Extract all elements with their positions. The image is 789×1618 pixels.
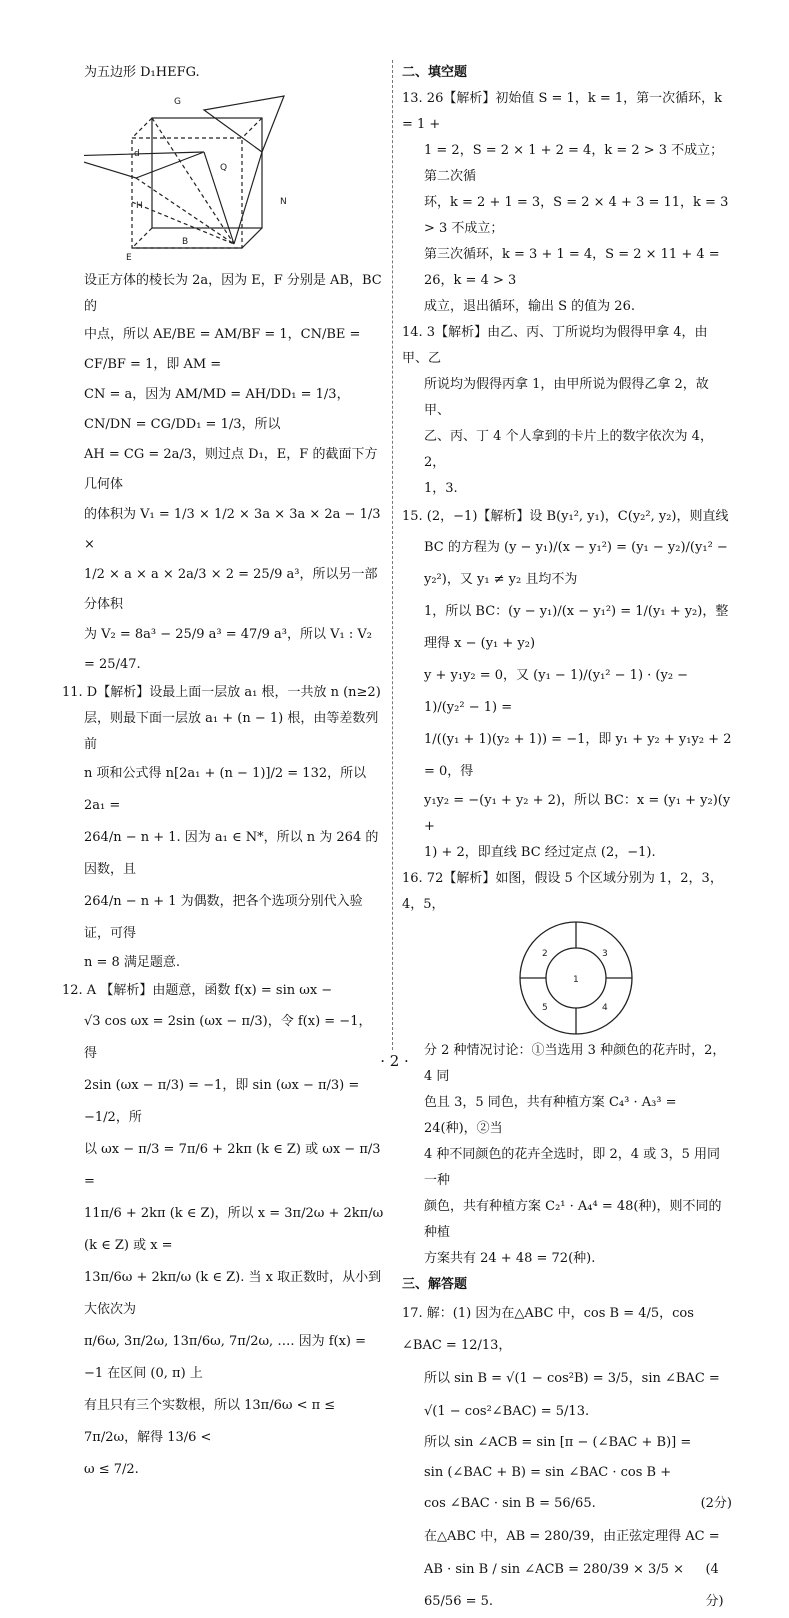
- q11-line: n = 8 满足题意.: [84, 955, 181, 970]
- q16-line: 分 2 种情况讨论：①当选用 3 种颜色的花卉时，2，4 同: [424, 1043, 726, 1084]
- page-number: · 2 ·: [380, 1052, 409, 1070]
- column-divider: [392, 60, 393, 1050]
- section-heading-solutions: 三、解答题: [402, 1277, 468, 1292]
- figure-label: N: [280, 197, 287, 207]
- q17-text: cos ∠BAC · sin B = 56/65.: [424, 1496, 596, 1511]
- figure-label: B: [182, 237, 189, 247]
- q12-line: 13π/6ω + 2kπ/ω (k ∈ Z). 当 x 取正数时，从小到大依次为: [84, 1270, 382, 1317]
- q14-line: 乙、丙、丁 4 个人拿到的卡片上的数字依次为 4，2，: [424, 429, 713, 470]
- cube-section-figure: [84, 92, 324, 262]
- q12-line: 有且只有三个实数根，所以 13π/6ω < π ≤ 7π/2ω，解得 13/6 <: [84, 1398, 336, 1445]
- q11-line: n 项和公式得 n[2a₁ + (n − 1)]/2 = 132，所以 2a₁ =: [84, 766, 367, 813]
- q16-line: 4 种不同颜色的花卉全选时，即 2，4 或 3，5 用同一种: [424, 1147, 721, 1188]
- q12-line: 2sin (ωx − π/3) = −1，即 sin (ωx − π/3) = −1/2，所: [84, 1078, 360, 1125]
- region-label: 4: [602, 1003, 608, 1013]
- q15-line: 1) + 2，即直线 BC 经过定点 (2，−1).: [424, 845, 656, 860]
- q17-text: AB · sin B / sin ∠ACB = 280/39 × 3/5 × 65/56 = 5.: [424, 1562, 684, 1609]
- region-label: 3: [602, 949, 608, 959]
- region-label: 1: [573, 975, 579, 985]
- region-label: 5: [542, 1003, 548, 1013]
- text-line: 中点，所以 AE/BE = AM/BF = 1，CN/BE = CF/BF = 1，即 AM =: [84, 327, 361, 372]
- left-column: [62, 60, 384, 1486]
- q11-line: 264/n − n + 1. 因为 a₁ ∈ N*，所以 n 为 264 的因数，且: [84, 830, 379, 877]
- q11-line: 11. D【解析】设最上面一层放 a₁ 根，一共放 n (n≥2): [62, 685, 381, 700]
- figure-label: Q: [220, 163, 228, 173]
- q16-line: 色且 3，5 同色，共有种植方案 C₄³ · A₃³ = 24(种)，②当: [424, 1095, 677, 1136]
- q17-line: 所以 sin ∠ACB = sin [π − (∠BAC + B)] =: [424, 1435, 692, 1450]
- text-line: 设正方体的棱长为 2a，因为 E，F 分别是 AB，BC 的: [84, 273, 382, 314]
- score-note: (4分): [705, 1562, 724, 1609]
- q17-line: sin (∠BAC + B) = sin ∠BAC · cos B +: [424, 1465, 672, 1480]
- q14-line: 14. 3【解析】由乙、丙、丁所说均为假得甲拿 4，由甲、乙: [402, 325, 708, 366]
- q16-line: 16. 72【解析】如图，假设 5 个区域分别为 1，2，3，4，5，: [402, 871, 723, 912]
- q12-line: √3 cos ωx = 2sin (ωx − π/3)，令 f(x) = −1，得: [84, 1014, 372, 1061]
- q15-line: y + y₁y₂ = 0，又 (y₁ − 1)/(y₁² − 1) · (y₂ − 1)/(y₂² − 1) =: [424, 668, 689, 715]
- q11-line: 层，则最下面一层放 a₁ + (n − 1) 根，由等差数列前: [84, 711, 379, 752]
- q14-line: 所说均为假得丙拿 1，由甲所说为假得乙拿 2，故甲、: [424, 377, 709, 418]
- score-note: (2分): [700, 1496, 732, 1511]
- q13-line: 13. 26【解析】初始值 S = 1，k = 1，第一次循环，k = 1 +: [402, 91, 722, 132]
- q17-line: [402, 1554, 732, 1618]
- q17-line: 17. 解：(1) 因为在△ABC 中，cos B = 4/5，cos ∠BAC = 12/13，: [402, 1306, 694, 1353]
- q15-line: 1，所以 BC：(y − y₁)/(x − y₁²) = 1/(y₁ + y₂)，整理得 x − (y₁ + y₂): [424, 604, 729, 651]
- text-line: 1/2 × a × a × 2a/3 × 2 = 25/9 a³，所以另一部分体积: [84, 567, 378, 612]
- text-line: AH = CG = 2a/3，则过点 D₁，E，F 的截面下方几何体: [84, 447, 378, 492]
- q16-line: 颜色，共有种植方案 C₂¹ · A₄⁴ = 48(种)，则不同的种植: [424, 1199, 722, 1240]
- q13-line: 第三次循环，k = 3 + 1 = 4，S = 2 × 11 + 4 = 26，k = 4 > 3: [424, 247, 720, 288]
- q14-line: 1，3.: [424, 481, 458, 496]
- q11-line: 264/n − n + 1 为偶数，把各个选项分别代入验证，可得: [84, 894, 363, 941]
- ring-regions-figure: [402, 920, 732, 1036]
- figure-label: E: [126, 253, 132, 262]
- q13-line: 成立，退出循环，输出 S 的值为 26.: [424, 299, 635, 314]
- q13-line: 环，k = 2 + 1 = 3，S = 2 × 4 + 3 = 11，k = 3 > 3 不成立；: [424, 195, 729, 236]
- q12-line: 11π/6 + 2kπ (k ∈ Z)，所以 x = 3π/2ω + 2kπ/ω (k ∈ Z) 或 x =: [84, 1206, 384, 1253]
- section-heading-fill-in: 二、填空题: [402, 65, 468, 80]
- text-line: CN = a，因为 AM/MD = AH/DD₁ = 1/3，CN/DN = CG/DD₁ = 1/3，所以: [84, 387, 350, 432]
- q17-line: √(1 − cos²∠BAC) = 5/13.: [424, 1404, 590, 1419]
- figure-label: d: [134, 149, 140, 159]
- text-line: 的体积为 V₁ = 1/3 × 1/2 × 3a × 3a × 2a − 1/3 ×: [84, 507, 381, 552]
- q12-line: 12. A 【解析】由题意，函数 f(x) = sin ωx −: [62, 983, 333, 998]
- q17-line: 在△ABC 中，AB = 280/39，由正弦定理得 AC =: [424, 1529, 720, 1544]
- q12-line: ω ≤ 7/2.: [84, 1462, 139, 1477]
- q15-line: 15. (2，−1)【解析】设 B(y₁², y₁)，C(y₂², y₂)，则直线: [402, 509, 729, 524]
- q17-line: 所以 sin B = √(1 − cos²B) = 3/5，sin ∠BAC =: [424, 1371, 720, 1386]
- q12-line: 以 ωx − π/3 = 7π/6 + 2kπ (k ∈ Z) 或 ωx − π/3 =: [84, 1142, 381, 1189]
- region-label: 2: [542, 949, 548, 959]
- q15-line: BC 的方程为 (y − y₁)/(x − y₁²) = (y₁ − y₂)/(y₁² − y₂²)，又 y₁ ≠ y₂ 且均不为: [424, 540, 728, 587]
- q16-line: 方案共有 24 + 48 = 72(种).: [424, 1251, 596, 1266]
- q15-line: 1/((y₁ + 1)(y₂ + 1)) = −1，即 y₁ + y₂ + y₁y₂ + 2 = 0，得: [424, 732, 732, 779]
- q17-line: [402, 1488, 732, 1520]
- text-line: 为五边形 D₁HEFG.: [84, 65, 200, 80]
- q13-line: 1 = 2，S = 2 × 1 + 2 = 4，k = 2 > 3 不成立；第二次循: [424, 143, 724, 184]
- q15-line: y₁y₂ = −(y₁ + y₂ + 2)，所以 BC：x = (y₁ + y₂)(y +: [424, 793, 731, 834]
- figure-label: H: [136, 201, 143, 211]
- text-line: 为 V₂ = 8a³ − 25/9 a³ = 47/9 a³，所以 V₁ : V₂ = 25/47.: [84, 627, 372, 672]
- right-column: [402, 60, 732, 1618]
- q12-line: π/6ω, 3π/2ω, 13π/6ω, 7π/2ω, …. 因为 f(x) = −1 在区间 (0, π) 上: [84, 1334, 367, 1381]
- figure-label: G: [174, 97, 181, 107]
